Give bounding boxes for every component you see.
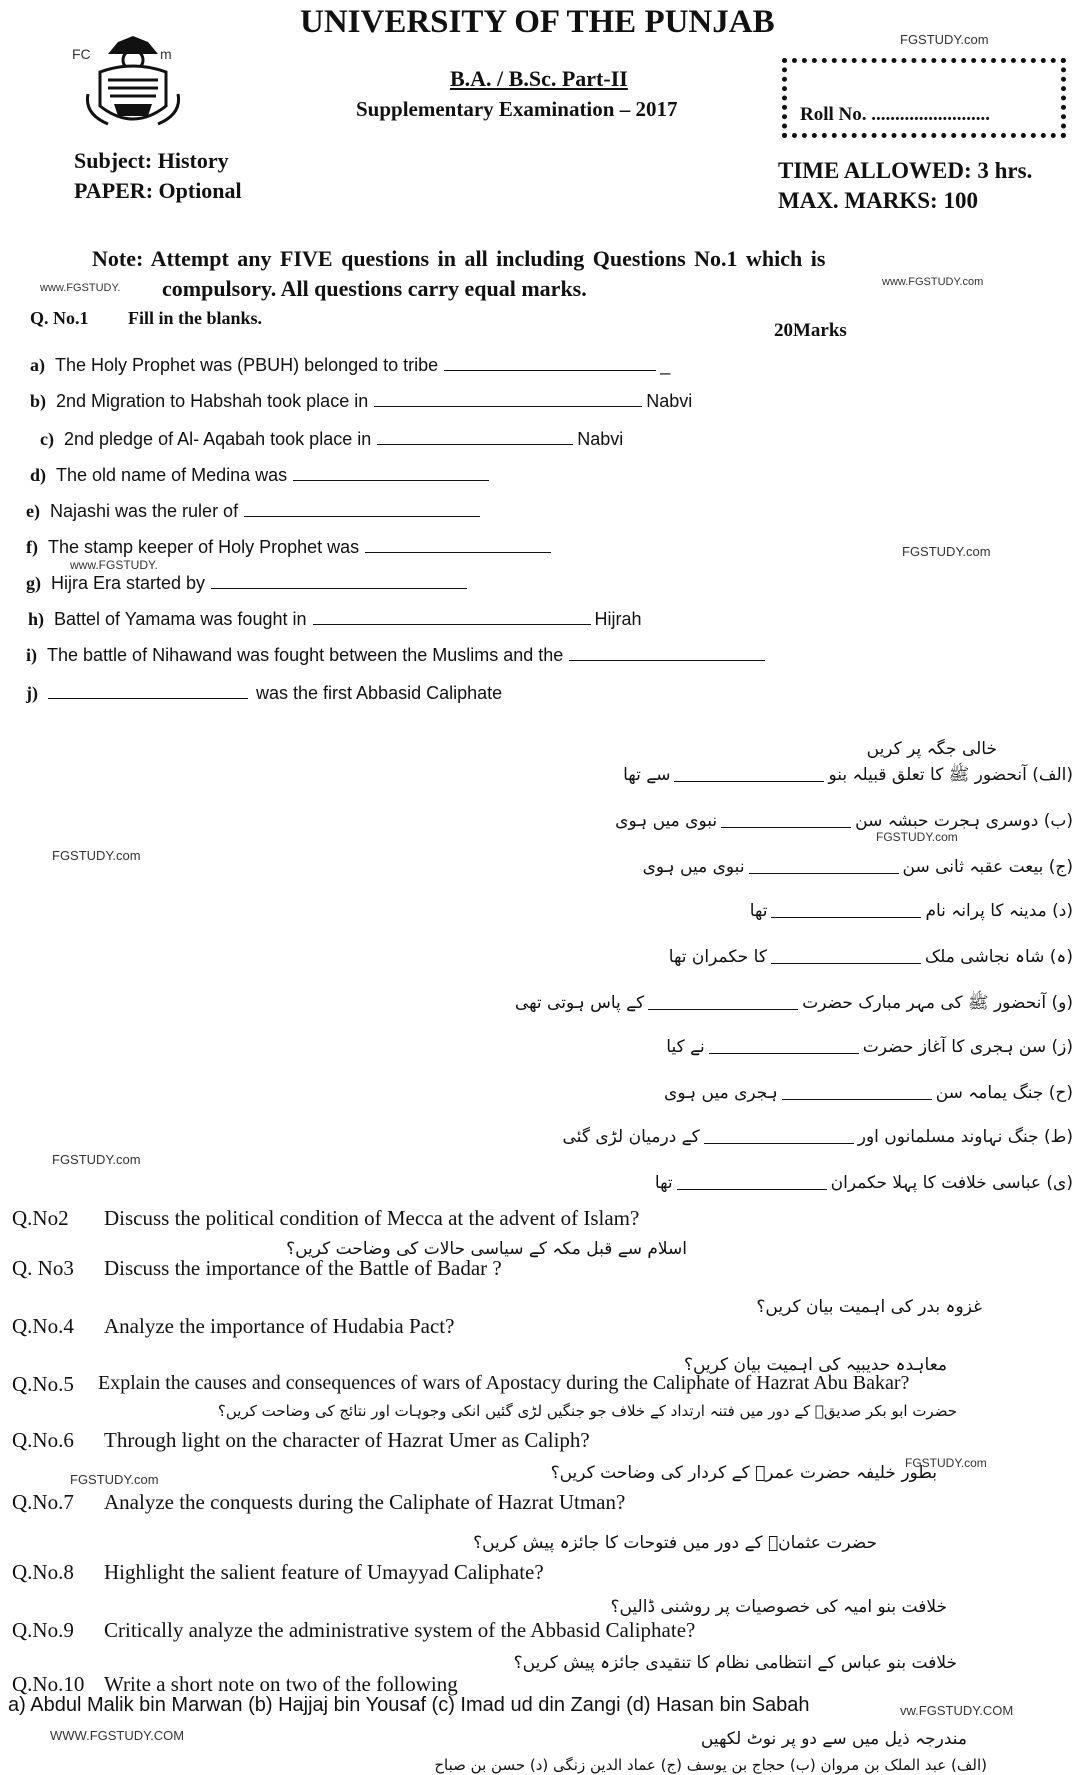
- urdu-item-suffix: تھا: [749, 901, 768, 921]
- q1-item: [28, 606, 642, 630]
- urdu-item-suffix: کے پاس ہوتی تھی: [514, 993, 645, 1013]
- urdu-item-text: (د) مدینہ کا پرانہ نام: [925, 901, 1073, 921]
- question-number: Q.No.8: [12, 1560, 74, 1584]
- q1-item-key: f): [26, 537, 38, 557]
- question-urdu: حضرت ابو بکر صدیقؓ کے دور میں فتنہ ارتداد کے خلاف جو جنگیں لڑی گئیں انکی وجوہات اور نتائج کی وضاحت کریں؟: [217, 1402, 957, 1420]
- question-text: Highlight the salient feature of Umayyad Caliphate?: [104, 1560, 544, 1584]
- watermark-urdu-bottom: FGSTUDY.com: [52, 1152, 141, 1167]
- urdu-item-text: (ح) جنگ یمامہ سن: [935, 1083, 1073, 1103]
- q1-item: [30, 462, 489, 486]
- q1-item-key: e): [26, 501, 40, 521]
- q1-marks: 20Marks: [774, 320, 847, 341]
- answer-blank: [444, 352, 656, 371]
- urdu-item-suffix: نبوی میں ہوی: [615, 811, 718, 831]
- question-urdu: معاہدہ حدیبیہ کی اہمیت بیان کریں؟: [683, 1355, 947, 1375]
- q1-item-text: The Holy Prophet was (PBUH) belonged to tribe: [55, 355, 439, 375]
- q1-item-text: 2nd Migration to Habshah took place in: [56, 391, 369, 411]
- urdu-item: [515, 992, 1073, 1017]
- watermark-urdu-right: FGSTUDY.com: [876, 830, 958, 844]
- q1-item-key: j): [26, 683, 38, 703]
- exam-title: Supplementary Examination – 2017: [356, 97, 678, 121]
- question-number: Q.No.5: [12, 1372, 74, 1396]
- q1-item: [26, 642, 765, 666]
- time-allowed: TIME ALLOWED: 3 hrs.: [778, 158, 1033, 183]
- answer-blank: [377, 426, 573, 445]
- q1-item-key: a): [30, 355, 45, 375]
- watermark-note: www.FGSTUDY.com: [882, 276, 984, 288]
- watermark-bottom-right: vw.FGSTUDY.COM: [900, 1703, 1014, 1718]
- q1-item-key: i): [26, 645, 37, 665]
- q1-item-text: Najashi was the ruler of: [49, 501, 239, 521]
- q1-item-text: The stamp keeper of Holy Prophet was: [48, 537, 360, 557]
- program-title: B.A. / B.Sc. Part-II: [450, 66, 628, 91]
- question-urdu: خلافت بنو عباس کے انتظامی نظام کا تنقیدی جائزہ پیش کریں؟: [513, 1653, 957, 1673]
- answer-blank: [704, 1131, 854, 1144]
- question-urdu: خلافت بنو امیہ کی خصوصیات پر روشنی ڈالیں؟: [610, 1597, 947, 1617]
- q1-title: Fill in the blanks.: [128, 308, 263, 328]
- q1-item: [26, 534, 551, 558]
- q1-item: [30, 352, 670, 376]
- urdu-item: [750, 900, 1073, 921]
- urdu-item-text: (ہ) شاہ نجاشی ملک: [924, 947, 1073, 967]
- urdu-item-text: (الف) آنحضور ﷺ کا تعلق قبیلہ بنو: [828, 765, 1073, 785]
- urdu-item-text: (و) آنحضور ﷺ کی مہر مبارک حضرت: [802, 993, 1073, 1013]
- q1-item: [30, 388, 692, 412]
- question-number: Q.No.10: [12, 1672, 85, 1696]
- subject-label: Subject: History: [74, 148, 229, 173]
- answer-blank: [244, 498, 480, 517]
- note-line-2: compulsory. All questions carry equal marks.: [162, 276, 587, 301]
- q1-item-text: The battle of Nihawand was fought between the Muslims and the: [47, 645, 564, 665]
- question-text: Write a short note on two of the following: [104, 1672, 458, 1696]
- urdu-item: [563, 1126, 1073, 1147]
- question-text: Discuss the political condition of Mecca at the advent of Islam?: [104, 1206, 640, 1230]
- answer-blank: [374, 388, 642, 407]
- roll-number-box: [782, 58, 1066, 138]
- answer-blank: [677, 1177, 827, 1190]
- question-number: Q.No.7: [12, 1490, 74, 1514]
- question-number: Q.No.6: [12, 1428, 74, 1452]
- q1-item-text: Hijra Era started by: [51, 573, 206, 593]
- urdu-item-suffix: کے درمیان لڑی گئی: [562, 1127, 700, 1147]
- watermark-q6-left: FGSTUDY.com: [70, 1472, 159, 1487]
- q1-item: [26, 570, 467, 594]
- urdu-item: [666, 1036, 1073, 1057]
- answer-blank: [648, 997, 798, 1010]
- answer-blank: [782, 1087, 932, 1100]
- logo-letters-left: FC: [72, 46, 91, 62]
- urdu-item: [623, 764, 1073, 789]
- q1-item-suffix: Nabvi: [646, 391, 693, 411]
- q1-item-text: 2nd pledge of Al- Aqabah took place in: [63, 429, 372, 449]
- q1-item: [26, 680, 502, 704]
- q1-item-text: was the first Abbasid Caliphate: [256, 683, 503, 703]
- q1-item-key: h): [28, 609, 45, 629]
- urdu-item: [664, 1082, 1073, 1103]
- question-text: Analyze the conquests during the Caliphate of Hazrat Utman?: [104, 1490, 626, 1514]
- answer-blank: [365, 534, 551, 553]
- q1-item: [26, 498, 480, 522]
- answer-blank: [674, 769, 824, 782]
- answer-blank: [709, 1041, 859, 1054]
- urdu-item: [655, 1172, 1073, 1193]
- question-number: Q.No.9: [12, 1618, 74, 1642]
- question-text: Analyze the importance of Hudabia Pact?: [104, 1314, 455, 1338]
- urdu-item-suffix: کا حکمران تھا: [668, 947, 767, 967]
- q1-item-text: Battel of Yamama was fought in: [54, 609, 307, 629]
- q1-item-key: d): [30, 465, 47, 485]
- q1-item-key: c): [40, 429, 54, 449]
- answer-blank: [293, 462, 489, 481]
- paper-label: PAPER: Optional: [74, 178, 242, 203]
- watermark-q1-left: www.FGSTUDY.: [70, 558, 158, 572]
- q1-label: Q. No.1: [30, 308, 89, 328]
- question-text: Discuss the importance of the Battle of Badar ?: [104, 1256, 502, 1280]
- q10-urdu-heading: مندرجہ ذیل میں سے دو پر نوٹ لکھیں: [700, 1729, 967, 1749]
- urdu-item-text: (ی) عباسی خلافت کا پہلا حکمران: [830, 1173, 1073, 1193]
- q1-item-suffix: Nabvi: [577, 429, 624, 449]
- q1-item-text: The old name of Medina was: [56, 465, 288, 485]
- urdu-item-suffix: تھا: [654, 1173, 673, 1193]
- answer-blank: [771, 951, 921, 964]
- answer-blank: [771, 905, 921, 918]
- q1-item: [40, 426, 623, 450]
- question-text: Through light on the character of Hazrat Umer as Caliph?: [104, 1428, 590, 1452]
- watermark-q6-right: FGSTUDY.com: [905, 1456, 987, 1470]
- urdu-item: [643, 856, 1073, 877]
- question-urdu: حضرت عثمانؓ کے دور میں فتوحات کا جائزہ پیش کریں؟: [473, 1533, 877, 1553]
- question-text: Explain the causes and consequences of wars of Apostacy during the Caliphate of Hazrat Abu Bakar?: [98, 1372, 910, 1394]
- urdu-item-suffix: نبوی میں ہوی: [642, 857, 745, 877]
- answer-blank: [48, 680, 248, 699]
- watermark-q1-right: FGSTUDY.com: [902, 544, 991, 559]
- question-urdu: غزوہ بدر کی اہمیت بیان کریں؟: [756, 1297, 982, 1317]
- urdu-item: [615, 810, 1073, 831]
- answer-blank: [721, 815, 851, 828]
- question-number: Q.No2: [12, 1206, 69, 1230]
- q10-options: a) Abdul Malik bin Marwan (b) Hajjaj bin Yousaf (c) Imad ud din Zangi (d) Hasan bin Sabah: [8, 1694, 810, 1716]
- urdu-item: [669, 946, 1073, 967]
- watermark-bottom-left: WWW.FGSTUDY.COM: [50, 1728, 185, 1743]
- urdu-item-text: (ز) سن ہجری کا آغاز حضرت: [862, 1037, 1073, 1057]
- urdu-q1-heading: خالی جگہ پر کریں: [866, 739, 997, 759]
- watermark-top-right: FGSTUDY.com: [900, 32, 989, 47]
- answer-blank: [749, 861, 899, 874]
- urdu-item-suffix: ہجری میں ہوی: [664, 1083, 778, 1103]
- crest-icon: [78, 24, 188, 132]
- watermark-mid-left: www.FGSTUDY.: [40, 282, 121, 294]
- question-number: Q. No3: [12, 1256, 74, 1280]
- answer-blank: [313, 606, 591, 625]
- q10-urdu-options: (الف) عبد الملک بن مروان (ب) حجاج بن یوسف (ج) عماد الدین زنگی (د) حسن بن صباح: [434, 1756, 987, 1774]
- question-urdu: اسلام سے قبل مکہ کے سیاسی حالات کی وضاحت کریں؟: [286, 1239, 687, 1259]
- roll-number-label: Roll No. .........................: [800, 104, 990, 125]
- logo-letters-right: m: [160, 46, 172, 62]
- watermark-urdu-left: FGSTUDY.com: [52, 848, 141, 863]
- answer-blank: [211, 570, 467, 589]
- q1-item-suffix: Hijrah: [594, 609, 642, 629]
- note-line-1: Note: Attempt any FIVE questions in all including Questions No.1 which is: [92, 246, 826, 271]
- question-urdu: بطور خلیفہ حضرت عمرؓ کے کردار کی وضاحت کریں؟: [550, 1463, 937, 1483]
- urdu-item-suffix: سے تھا: [623, 765, 671, 785]
- max-marks: MAX. MARKS: 100: [778, 188, 978, 213]
- university-logo: [78, 24, 188, 132]
- urdu-item-text: (ج) بیعت عقبہ ثانی سن: [902, 857, 1073, 877]
- question-number: Q.No.4: [12, 1314, 74, 1338]
- urdu-item-suffix: نے کیا: [666, 1037, 705, 1057]
- q1-item-key: b): [30, 391, 47, 411]
- q1-item-key: g): [26, 573, 41, 593]
- urdu-item-text: (ط) جنگ نہاوند مسلمانوں اور: [857, 1127, 1073, 1147]
- university-title: UNIVERSITY OF THE PUNJAB: [300, 4, 775, 40]
- q1-item-suffix: _: [660, 355, 671, 375]
- urdu-item-text: (ب) دوسری ہجرت حبشہ سن: [855, 811, 1073, 831]
- answer-blank: [569, 642, 765, 661]
- question-text: Critically analyze the administrative system of the Abbasid Caliphate?: [104, 1618, 696, 1642]
